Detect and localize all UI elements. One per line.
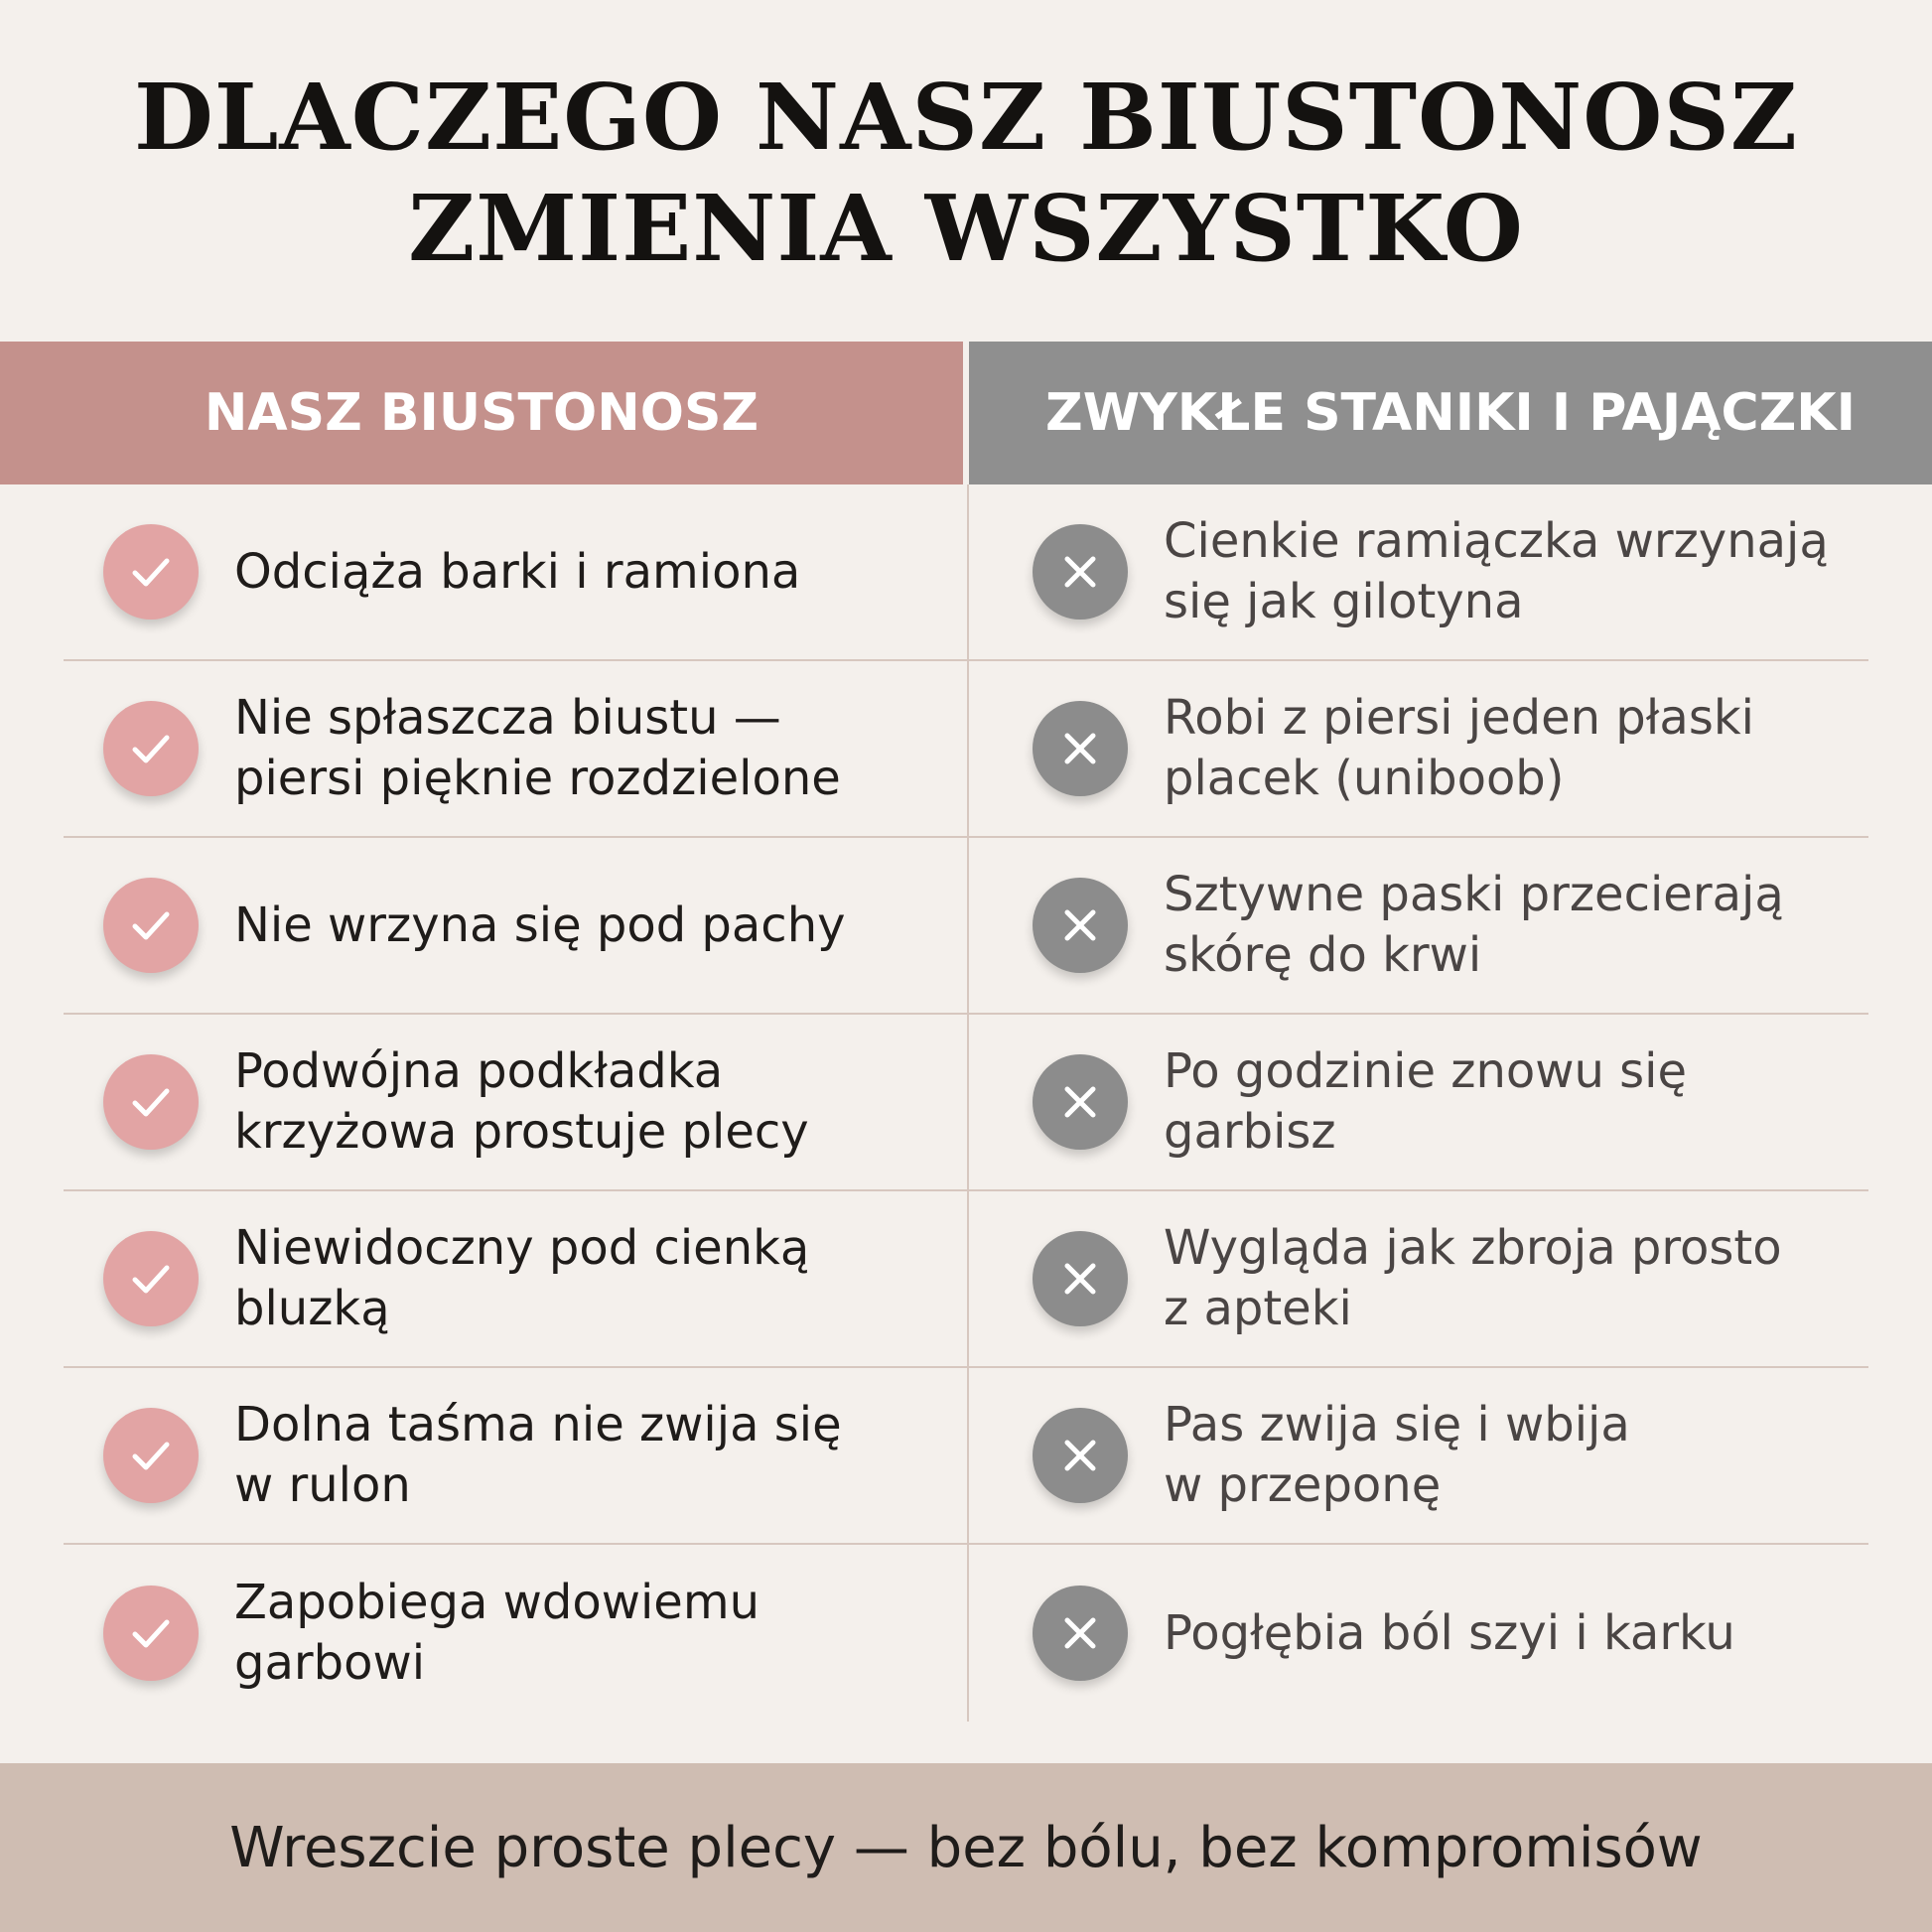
check-icon	[103, 878, 199, 973]
pro-cell	[64, 661, 967, 836]
con-text	[1164, 511, 1868, 632]
pro-text	[234, 1041, 967, 1163]
pro-text-line: Zapobiega wdowiemu	[234, 1575, 760, 1630]
con-text	[1164, 1218, 1868, 1339]
pro-text-line: Nie wrzyna się pod pachy	[234, 897, 846, 953]
check-icon	[103, 1408, 199, 1503]
pro-cell	[64, 1015, 967, 1189]
pro-text-line: Odciąża barki i ramiona	[234, 543, 801, 600]
pro-text	[234, 1218, 967, 1339]
con-text-line: się jak gilotyna	[1164, 574, 1524, 629]
con-text-line: w przeponę	[1164, 1457, 1442, 1513]
cross-icon	[1033, 701, 1128, 796]
pro-text-line: bluzką	[234, 1281, 390, 1336]
pro-text	[234, 896, 967, 956]
check-icon	[103, 1054, 199, 1150]
con-cell	[967, 661, 1868, 836]
con-text-line: Cienkie ramiączka wrzynają	[1164, 513, 1829, 569]
pro-text	[234, 688, 967, 809]
con-cell	[967, 1545, 1868, 1722]
page-title	[0, 62, 1932, 284]
con-text-line: z apteki	[1164, 1281, 1352, 1336]
cross-icon	[1033, 1231, 1128, 1326]
con-cell	[967, 1191, 1868, 1366]
con-text	[1164, 1395, 1868, 1516]
column-header-others: ZWYKŁE STANIKI I PAJĄCZKI	[969, 342, 1932, 484]
pro-text	[234, 1573, 967, 1694]
cross-icon	[1033, 1054, 1128, 1150]
title-line-1: DLACZEGO NASZ BIUSTONOSZ	[133, 64, 1799, 171]
pro-cell	[64, 1191, 967, 1366]
comparison-header	[0, 342, 1932, 484]
con-text-line: garbisz	[1164, 1104, 1336, 1160]
con-text-line: Pas zwija się i wbija	[1164, 1397, 1630, 1452]
pro-text-line: Niewidoczny pod cienką	[234, 1220, 810, 1276]
pro-text-line: Dolna taśma nie zwija się	[234, 1397, 842, 1452]
cross-icon	[1033, 878, 1128, 973]
con-cell	[967, 1015, 1868, 1189]
con-text-line: Wygląda jak zbroja prosto	[1164, 1220, 1782, 1276]
pro-cell	[64, 838, 967, 1013]
pro-text	[234, 1395, 967, 1516]
con-text	[1164, 865, 1868, 986]
check-icon	[103, 701, 199, 796]
con-text	[1164, 688, 1868, 809]
cross-icon	[1033, 1408, 1128, 1503]
check-icon	[103, 1231, 199, 1326]
con-text-line: Robi z piersi jeden płaski	[1164, 690, 1754, 746]
comparison-row	[64, 1368, 1868, 1545]
pro-text-line: Nie spłaszcza biustu —	[234, 690, 781, 746]
con-text-line: skórę do krwi	[1164, 927, 1482, 983]
pro-cell	[64, 484, 967, 659]
con-text-line: Pogłębia ból szyi i karku	[1164, 1604, 1735, 1661]
cross-icon	[1033, 1586, 1128, 1681]
comparison-row	[64, 484, 1868, 661]
cross-icon	[1033, 524, 1128, 620]
pro-text-line: garbowi	[234, 1635, 426, 1691]
title-line-2: ZMIENIA WSZYSTKO	[408, 175, 1524, 282]
pro-text-line: piersi pięknie rozdzielone	[234, 751, 841, 806]
pro-text	[234, 542, 967, 603]
pro-text-line: Podwójna podkładka	[234, 1043, 724, 1099]
con-text	[1164, 1041, 1868, 1163]
comparison-table	[64, 484, 1868, 1722]
comparison-row	[64, 838, 1868, 1015]
con-cell	[967, 484, 1868, 659]
comparison-row	[64, 1545, 1868, 1722]
con-cell	[967, 838, 1868, 1013]
con-text-line: Sztywne paski przecierają	[1164, 867, 1784, 922]
con-cell	[967, 1368, 1868, 1543]
con-text-line: placek (uniboob)	[1164, 751, 1565, 806]
comparison-row	[64, 1015, 1868, 1191]
check-icon	[103, 524, 199, 620]
pro-text-line: w rulon	[234, 1457, 411, 1513]
con-text-line: Po godzinie znowu się	[1164, 1043, 1688, 1099]
column-header-ours: NASZ BIUSTONOSZ	[0, 342, 963, 484]
pro-text-line: krzyżowa prostuje plecy	[234, 1104, 809, 1160]
con-text	[1164, 1603, 1868, 1664]
comparison-row	[64, 661, 1868, 838]
pro-cell	[64, 1545, 967, 1722]
footer-tagline: Wreszcie proste plecy — bez bólu, bez kompromisów	[0, 1763, 1932, 1932]
check-icon	[103, 1586, 199, 1681]
pro-cell	[64, 1368, 967, 1543]
comparison-row	[64, 1191, 1868, 1368]
